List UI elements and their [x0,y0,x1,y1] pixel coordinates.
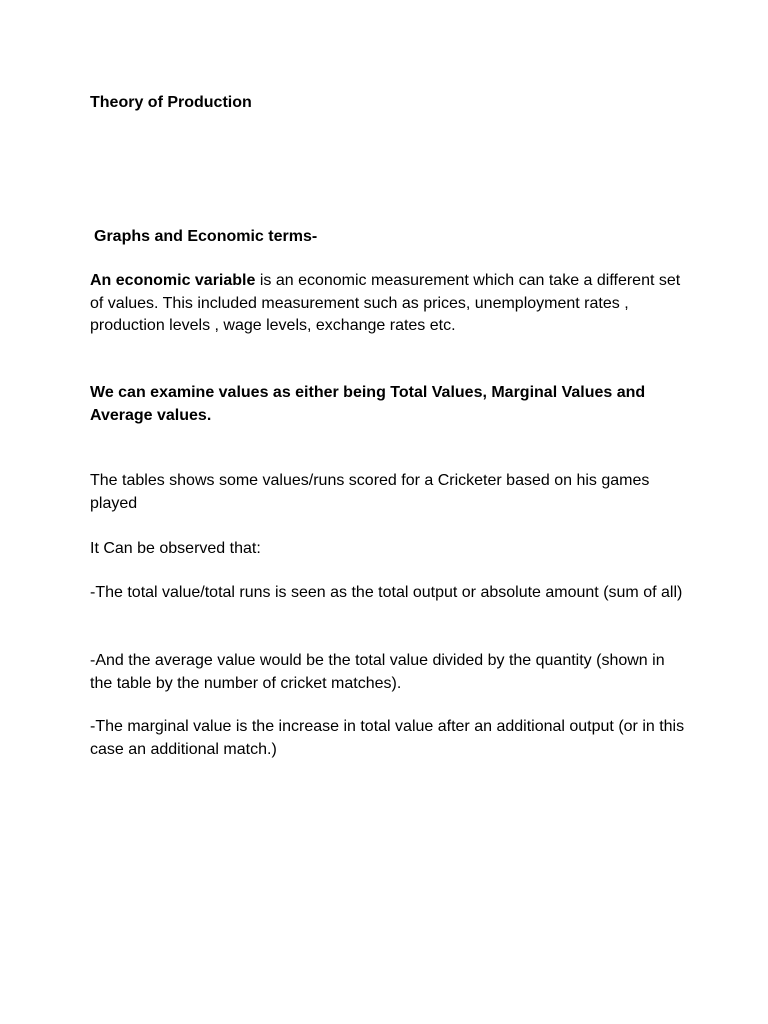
examine-values-paragraph: We can examine values as either being Total Values, Marginal Values and Average values. [90,384,646,424]
average-value-paragraph: -And the average value would be the total value divided by the quantity (shown in the table by the number of cricket matches). [90,652,665,692]
economic-variable-paragraph [90,270,690,338]
section-heading: Graphs and Economic terms- [94,228,318,245]
observed-paragraph: It Can be observed that: [90,540,261,557]
page-title: Theory of Production [90,94,252,111]
economic-variable-definition: is an economic measurement which can take a different set of values. This included measurement such as prices, unemployment rates , production levels , wage levels, exchange rates etc. [90,272,681,334]
tables-paragraph: The tables shows some values/runs scored for a Cricketer based on his games played [90,472,650,512]
economic-variable-term: An economic variable [90,272,256,289]
total-value-paragraph: -The total value/total runs is seen as the total output or absolute amount (sum of all) [90,584,683,601]
marginal-value-paragraph: -The marginal value is the increase in total value after an additional output (or in this case an additional match.) [90,718,685,758]
